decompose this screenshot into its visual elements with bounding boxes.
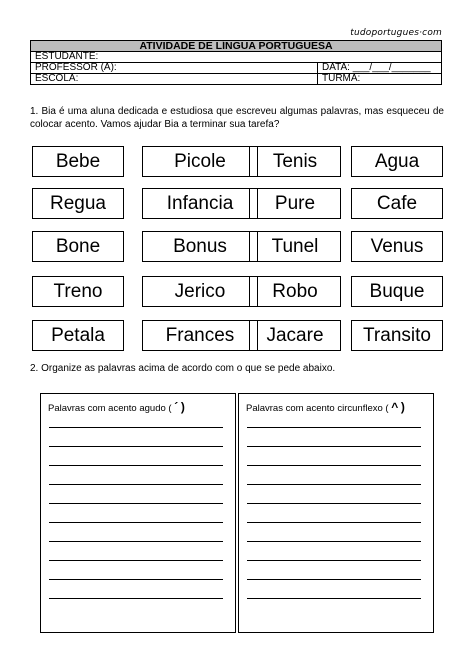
word-card: Tenis: [249, 146, 341, 177]
word-card: Frances: [142, 320, 258, 351]
answer-line: [247, 484, 421, 485]
acute-accent-symbol: ´: [174, 400, 179, 414]
answer-line: [49, 427, 223, 428]
answer-line: [49, 560, 223, 561]
answer-line: [247, 560, 421, 561]
word-card: Venus: [351, 231, 443, 262]
word-card: Pure: [249, 188, 341, 219]
word-grid: [32, 146, 442, 356]
student-field: ESTUDANTE:: [31, 52, 442, 63]
word-card: Regua: [32, 188, 124, 219]
word-card: Bebe: [32, 146, 124, 177]
word-card: Cafe: [351, 188, 443, 219]
word-card: Picole: [142, 146, 258, 177]
acute-accent-label: Palavras com acento agudo ( ´ ): [48, 400, 185, 414]
question-1: 1. Bia é uma aluna dedicada e estudiosa que escreveu algumas palavras, mas esqueceu de colocar acento. Vamos ajudar Bia a terminar sua tarefa?: [30, 106, 444, 130]
answer-line: [247, 465, 421, 466]
worksheet-title: ATIVIDADE DE LÍNGUA PORTUGUESA: [31, 41, 442, 52]
brand-logo: tudoportugues·com: [350, 28, 442, 38]
header-table: [30, 40, 442, 85]
date-field: DATA: ___/___/_______: [318, 63, 442, 74]
circumflex-accent-label: Palavras com acento circunflexo ( ^ ): [246, 400, 405, 414]
word-card: Bonus: [142, 231, 258, 262]
answer-line: [49, 541, 223, 542]
circumflex-accent-box: [238, 393, 434, 633]
answer-line: [49, 465, 223, 466]
word-card: Buque: [351, 276, 443, 307]
word-card: Infancia: [142, 188, 258, 219]
word-card: Jacare: [249, 320, 341, 351]
answer-line: [49, 484, 223, 485]
acute-accent-box: [40, 393, 236, 633]
answer-line: [247, 541, 421, 542]
word-card: Transito: [351, 320, 443, 351]
word-card: Agua: [351, 146, 443, 177]
word-card: Jerico: [142, 276, 258, 307]
answer-line: [247, 579, 421, 580]
answer-line: [49, 446, 223, 447]
school-field: ESCOLA:: [31, 74, 318, 85]
answer-line: [49, 503, 223, 504]
word-card: Tunel: [249, 231, 341, 262]
word-card: Bone: [32, 231, 124, 262]
answer-line: [49, 522, 223, 523]
answer-line: [247, 503, 421, 504]
answer-line: [247, 598, 421, 599]
class-field: TURMA:: [318, 74, 442, 85]
question-2: 2. Organize as palavras acima de acordo com o que se pede abaixo.: [30, 363, 336, 374]
circumflex-accent-symbol: ^: [391, 400, 399, 414]
answer-line: [247, 446, 421, 447]
teacher-field: PROFESSOR (A):: [31, 63, 318, 74]
word-card: Treno: [32, 276, 124, 307]
answer-line: [49, 579, 223, 580]
answer-line: [247, 522, 421, 523]
word-card: Robo: [249, 276, 341, 307]
answer-line: [49, 598, 223, 599]
answer-line: [247, 427, 421, 428]
word-card: Petala: [32, 320, 124, 351]
